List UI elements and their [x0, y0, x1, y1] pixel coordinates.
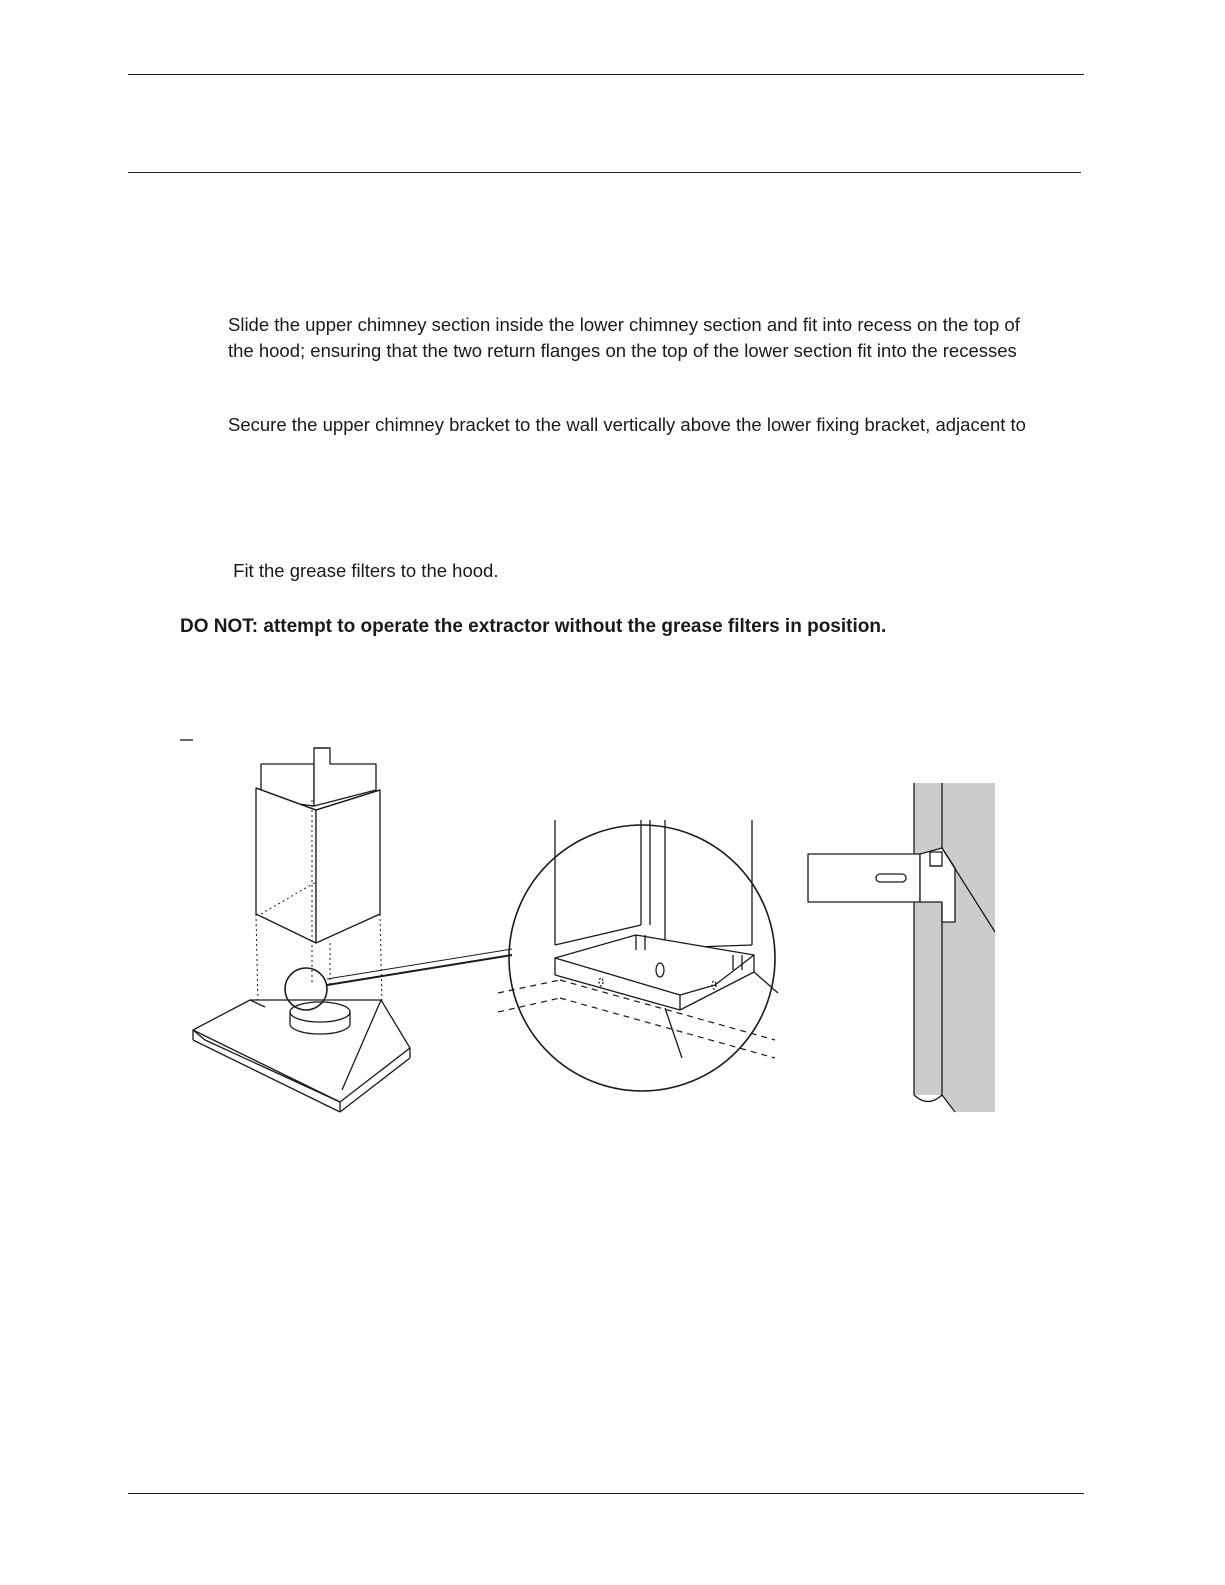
warning-do-not: DO NOT: attempt to operate the extractor without the grease filters in position.: [180, 616, 887, 637]
wall-bracket-section-illustration: [808, 783, 995, 1112]
step-slide-line-2: the hood; ensuring that the two return flanges on the top of the lower section fit into the recesses: [228, 340, 1017, 361]
footer-rule: [128, 1493, 1084, 1494]
recess-detail-magnified-illustration: [498, 820, 778, 1091]
step-secure-line-1: Secure the upper chimney bracket to the wall vertically above the lower fixing bracket, adjacent to: [228, 414, 1026, 435]
chimney-hood-assembly-illustration: [193, 748, 512, 1112]
step-filters-line-1: Fit the grease filters to the hood.: [228, 560, 499, 581]
step-slide-line-1: Slide the upper chimney section inside the lower chimney section and fit into recess on the top of: [228, 314, 1020, 335]
